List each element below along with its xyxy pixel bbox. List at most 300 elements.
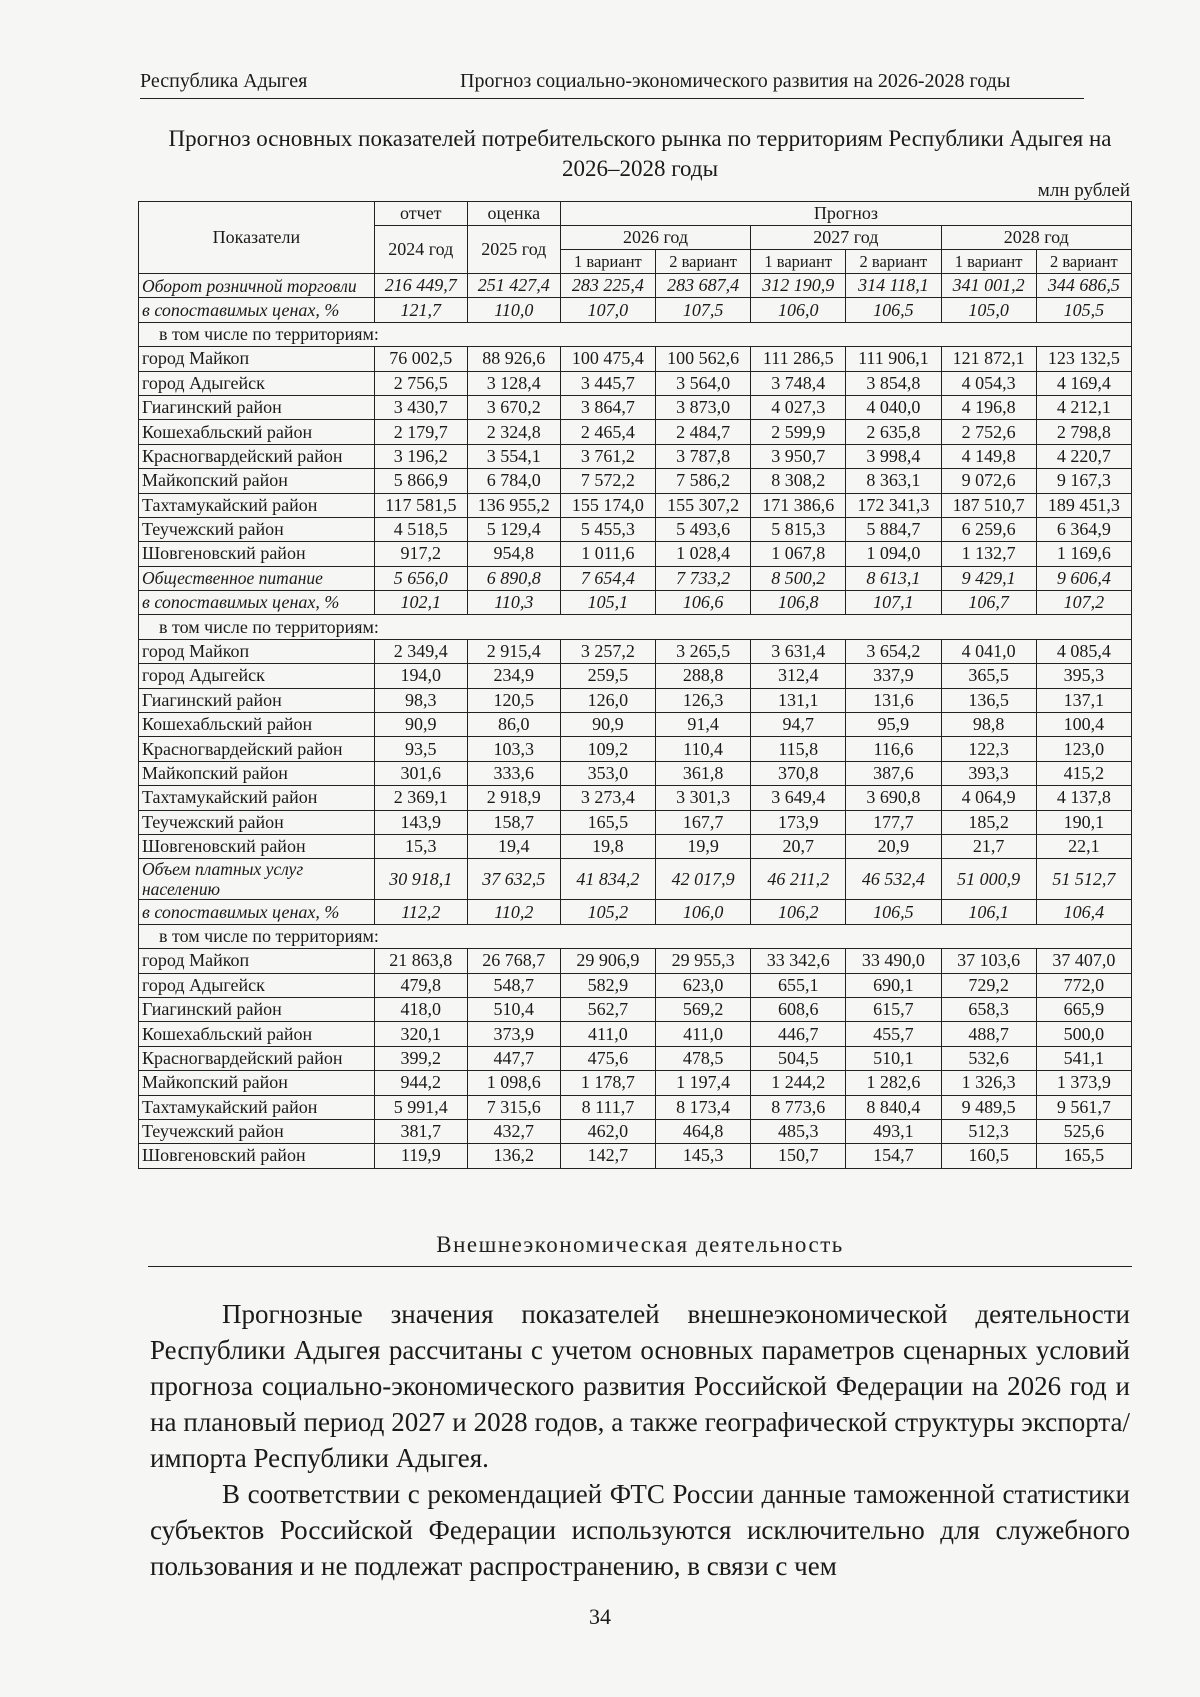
territory-value: 455,7 xyxy=(846,1022,941,1046)
territory-value: 479,8 xyxy=(374,973,467,997)
indicator-value: 7 733,2 xyxy=(655,566,750,590)
territory-value: 3 631,4 xyxy=(751,639,846,663)
indicator-value: 46 532,4 xyxy=(846,859,941,900)
table-row xyxy=(139,1022,1132,1046)
territory-value: 2 756,5 xyxy=(374,371,467,395)
territory-value: 370,8 xyxy=(751,761,846,785)
comparable-value: 110,2 xyxy=(467,900,560,924)
territory-value: 288,8 xyxy=(655,664,750,688)
territory-value: 4 040,0 xyxy=(846,395,941,419)
territory-value: 111 286,5 xyxy=(751,347,846,371)
empty-cell xyxy=(941,615,1036,639)
territory-value: 9 561,7 xyxy=(1036,1095,1131,1119)
indicator-value: 46 211,2 xyxy=(751,859,846,900)
territory-value: 3 257,2 xyxy=(560,639,655,663)
territory-value: 21,7 xyxy=(941,834,1036,858)
territory-name: Кошехабльский район xyxy=(139,420,375,444)
territory-value: 126,0 xyxy=(560,688,655,712)
indicator-row xyxy=(139,274,1132,298)
territory-value: 1 169,6 xyxy=(1036,542,1131,566)
table-row xyxy=(139,395,1132,419)
comparable-value: 106,2 xyxy=(751,900,846,924)
territory-value: 4 518,5 xyxy=(374,517,467,541)
territory-value: 88 926,6 xyxy=(467,347,560,371)
territory-value: 4 196,8 xyxy=(941,395,1036,419)
territory-value: 500,0 xyxy=(1036,1022,1131,1046)
indicator-value: 7 654,4 xyxy=(560,566,655,590)
territory-value: 1 028,4 xyxy=(655,542,750,566)
territory-value: 1 067,8 xyxy=(751,542,846,566)
territory-name: Шовгеновский район xyxy=(139,542,375,566)
table-row xyxy=(139,639,1132,663)
comparable-prices-row xyxy=(139,900,1132,924)
territory-value: 158,7 xyxy=(467,810,560,834)
territory-value: 7 315,6 xyxy=(467,1095,560,1119)
territories-subheader-row xyxy=(139,924,1132,948)
territory-name: город Адыгейск xyxy=(139,973,375,997)
header-variant-2: 2 вариант xyxy=(1036,250,1131,274)
territory-value: 623,0 xyxy=(655,973,750,997)
indicator-row xyxy=(139,566,1132,590)
territory-value: 1 244,2 xyxy=(751,1071,846,1095)
territory-value: 19,4 xyxy=(467,834,560,858)
comparable-prices-row xyxy=(139,298,1132,322)
header-estimate: оценка xyxy=(467,202,560,226)
territory-name: Шовгеновский район xyxy=(139,1144,375,1168)
territory-value: 320,1 xyxy=(374,1022,467,1046)
territory-value: 2 635,8 xyxy=(846,420,941,444)
page-header xyxy=(140,68,1084,99)
territory-value: 33 342,6 xyxy=(751,949,846,973)
territory-value: 5 455,3 xyxy=(560,517,655,541)
territory-value: 3 196,2 xyxy=(374,444,467,468)
territory-value: 165,5 xyxy=(1036,1144,1131,1168)
territory-value: 167,7 xyxy=(655,810,750,834)
comparable-value: 107,1 xyxy=(846,591,941,615)
territory-value: 475,6 xyxy=(560,1046,655,1070)
territory-value: 9 167,3 xyxy=(1036,469,1131,493)
territory-value: 155 174,0 xyxy=(560,493,655,517)
territory-value: 29 906,9 xyxy=(560,949,655,973)
territory-value: 20,9 xyxy=(846,834,941,858)
territory-name: город Майкоп xyxy=(139,949,375,973)
territory-value: 8 111,7 xyxy=(560,1095,655,1119)
indicator-name: Объем платных услуг населению xyxy=(139,859,375,900)
territory-value: 154,7 xyxy=(846,1144,941,1168)
territory-value: 512,3 xyxy=(941,1119,1036,1143)
territory-value: 361,8 xyxy=(655,761,750,785)
indicator-value: 8 613,1 xyxy=(846,566,941,590)
territory-value: 21 863,8 xyxy=(374,949,467,973)
territory-value: 5 884,7 xyxy=(846,517,941,541)
territory-value: 6 364,9 xyxy=(1036,517,1131,541)
territory-value: 353,0 xyxy=(560,761,655,785)
territory-name: город Майкоп xyxy=(139,639,375,663)
territory-value: 4 149,8 xyxy=(941,444,1036,468)
territory-value: 395,3 xyxy=(1036,664,1131,688)
territory-value: 19,8 xyxy=(560,834,655,858)
table-row xyxy=(139,997,1132,1021)
territory-value: 136,2 xyxy=(467,1144,560,1168)
territory-value: 1 098,6 xyxy=(467,1071,560,1095)
indicator-value: 6 890,8 xyxy=(467,566,560,590)
header-region: Республика Адыгея xyxy=(140,70,308,92)
table-row xyxy=(139,469,1132,493)
territory-value: 117 581,5 xyxy=(374,493,467,517)
header-variant-1: 1 вариант xyxy=(751,250,846,274)
table-row xyxy=(139,761,1132,785)
indicator-value: 216 449,7 xyxy=(374,274,467,298)
territory-value: 387,6 xyxy=(846,761,941,785)
territory-value: 120,5 xyxy=(467,688,560,712)
comparable-prices-label: в сопоставимых ценах, % xyxy=(139,900,375,924)
territory-value: 86,0 xyxy=(467,713,560,737)
empty-cell xyxy=(846,322,941,346)
territory-value: 2 752,6 xyxy=(941,420,1036,444)
territory-value: 29 955,3 xyxy=(655,949,750,973)
header-forecast: Прогноз xyxy=(560,202,1131,226)
territory-value: 4 137,8 xyxy=(1036,786,1131,810)
territory-value: 8 363,1 xyxy=(846,469,941,493)
territory-value: 4 064,9 xyxy=(941,786,1036,810)
territories-subheader: в том числе по территориям: xyxy=(139,322,561,346)
territory-value: 665,9 xyxy=(1036,997,1131,1021)
territory-value: 90,9 xyxy=(374,713,467,737)
comparable-value: 112,2 xyxy=(374,900,467,924)
territory-value: 3 873,0 xyxy=(655,395,750,419)
territory-value: 8 173,4 xyxy=(655,1095,750,1119)
territory-value: 33 490,0 xyxy=(846,949,941,973)
territory-value: 3 654,2 xyxy=(846,639,941,663)
territory-value: 1 011,6 xyxy=(560,542,655,566)
territory-value: 3 950,7 xyxy=(751,444,846,468)
consumer-market-table xyxy=(138,201,1132,1169)
territories-subheader: в том числе по территориям: xyxy=(139,615,561,639)
territory-name: Теучежский район xyxy=(139,810,375,834)
header-year-2028: 2028 год xyxy=(941,226,1132,250)
territory-value: 91,4 xyxy=(655,713,750,737)
territory-name: Тахтамукайский район xyxy=(139,493,375,517)
territory-value: 3 854,8 xyxy=(846,371,941,395)
territory-value: 729,2 xyxy=(941,973,1036,997)
territory-value: 393,3 xyxy=(941,761,1036,785)
territory-value: 1 132,7 xyxy=(941,542,1036,566)
territory-value: 365,5 xyxy=(941,664,1036,688)
comparable-value: 105,1 xyxy=(560,591,655,615)
territory-value: 4 212,1 xyxy=(1036,395,1131,419)
territory-value: 234,9 xyxy=(467,664,560,688)
territory-value: 90,9 xyxy=(560,713,655,737)
territory-value: 411,0 xyxy=(560,1022,655,1046)
comparable-value: 106,8 xyxy=(751,591,846,615)
territory-value: 3 864,7 xyxy=(560,395,655,419)
empty-cell xyxy=(1036,322,1131,346)
indicator-value: 41 834,2 xyxy=(560,859,655,900)
territory-value: 2 465,4 xyxy=(560,420,655,444)
territory-value: 173,9 xyxy=(751,810,846,834)
territory-value: 658,3 xyxy=(941,997,1036,1021)
territory-name: город Адыгейск xyxy=(139,371,375,395)
territory-value: 485,3 xyxy=(751,1119,846,1143)
territory-value: 447,7 xyxy=(467,1046,560,1070)
comparable-value: 106,4 xyxy=(1036,900,1131,924)
comparable-value: 110,0 xyxy=(467,298,560,322)
territory-value: 1 178,7 xyxy=(560,1071,655,1095)
territory-value: 3 554,1 xyxy=(467,444,560,468)
indicator-row xyxy=(139,859,1132,900)
territory-value: 541,1 xyxy=(1036,1046,1131,1070)
territory-value: 1 197,4 xyxy=(655,1071,750,1095)
empty-cell xyxy=(941,322,1036,346)
indicator-name: Оборот розничной торговли xyxy=(139,274,375,298)
territory-name: город Адыгейск xyxy=(139,664,375,688)
territory-value: 4 169,4 xyxy=(1036,371,1131,395)
territory-value: 123,0 xyxy=(1036,737,1131,761)
territory-name: город Майкоп xyxy=(139,347,375,371)
unit-label: млн рублей xyxy=(1037,180,1130,201)
territory-value: 8 308,2 xyxy=(751,469,846,493)
page-number: 34 xyxy=(589,1604,611,1629)
territory-value: 160,5 xyxy=(941,1144,1036,1168)
territory-value: 944,2 xyxy=(374,1071,467,1095)
table-row xyxy=(139,664,1132,688)
territory-name: Теучежский район xyxy=(139,517,375,541)
indicator-value: 251 427,4 xyxy=(467,274,560,298)
comparable-value: 110,3 xyxy=(467,591,560,615)
territory-value: 76 002,5 xyxy=(374,347,467,371)
territory-name: Шовгеновский район xyxy=(139,834,375,858)
comparable-value: 105,5 xyxy=(1036,298,1131,322)
table-row xyxy=(139,493,1132,517)
territory-value: 615,7 xyxy=(846,997,941,1021)
empty-cell xyxy=(1036,615,1131,639)
paragraph: Прогнозные значения показателей внешнеэкономической деятельности Республики Адыгея рассчитаны с учетом основных параметров сценарных условий прогноза социально-экономического развития Российской Федерации на 2026 год и на плановый период 2027 и 2028 годов, а также географической структуры экспорта/импорта Республики Адыгея. xyxy=(150,1299,1130,1473)
territory-value: 9 072,6 xyxy=(941,469,1036,493)
territory-value: 9 489,5 xyxy=(941,1095,1036,1119)
empty-cell xyxy=(655,924,750,948)
table-row xyxy=(139,420,1132,444)
territory-value: 93,5 xyxy=(374,737,467,761)
indicator-value: 9 606,4 xyxy=(1036,566,1131,590)
territory-name: Майкопский район xyxy=(139,1071,375,1095)
territory-value: 150,7 xyxy=(751,1144,846,1168)
territory-value: 6 259,6 xyxy=(941,517,1036,541)
table-row xyxy=(139,1144,1132,1168)
territory-value: 121 872,1 xyxy=(941,347,1036,371)
comparable-prices-row xyxy=(139,591,1132,615)
territories-subheader-row xyxy=(139,322,1132,346)
territory-value: 2 798,8 xyxy=(1036,420,1131,444)
territory-value: 4 085,4 xyxy=(1036,639,1131,663)
header-document-title: Прогноз социально-экономического развития на 2026-2028 годы xyxy=(460,70,1011,92)
territory-value: 3 430,7 xyxy=(374,395,467,419)
comparable-value: 107,2 xyxy=(1036,591,1131,615)
territory-value: 131,1 xyxy=(751,688,846,712)
territory-value: 3 445,7 xyxy=(560,371,655,395)
territory-value: 5 991,4 xyxy=(374,1095,467,1119)
territory-value: 2 324,8 xyxy=(467,420,560,444)
territory-value: 155 307,2 xyxy=(655,493,750,517)
territory-value: 111 906,1 xyxy=(846,347,941,371)
territory-value: 187 510,7 xyxy=(941,493,1036,517)
comparable-value: 106,5 xyxy=(846,298,941,322)
territory-value: 22,1 xyxy=(1036,834,1131,858)
header-variant-1: 1 вариант xyxy=(560,250,655,274)
indicator-value: 283 225,4 xyxy=(560,274,655,298)
territory-value: 1 326,3 xyxy=(941,1071,1036,1095)
territory-value: 5 866,9 xyxy=(374,469,467,493)
empty-cell xyxy=(751,615,846,639)
territory-value: 126,3 xyxy=(655,688,750,712)
header-year-2027: 2027 год xyxy=(751,226,941,250)
empty-cell xyxy=(560,615,655,639)
territory-value: 493,1 xyxy=(846,1119,941,1143)
territory-value: 525,6 xyxy=(1036,1119,1131,1143)
indicator-name: Общественное питание xyxy=(139,566,375,590)
table-row xyxy=(139,1046,1132,1070)
territory-name: Тахтамукайский район xyxy=(139,786,375,810)
territory-value: 411,0 xyxy=(655,1022,750,1046)
territory-value: 3 649,4 xyxy=(751,786,846,810)
comparable-prices-label: в сопоставимых ценах, % xyxy=(139,591,375,615)
territory-value: 100,4 xyxy=(1036,713,1131,737)
territory-value: 446,7 xyxy=(751,1022,846,1046)
empty-cell xyxy=(560,322,655,346)
territory-value: 3 998,4 xyxy=(846,444,941,468)
territory-value: 2 179,7 xyxy=(374,420,467,444)
territory-value: 94,7 xyxy=(751,713,846,737)
territory-name: Тахтамукайский район xyxy=(139,1095,375,1119)
territory-name: Красногвардейский район xyxy=(139,444,375,468)
territory-value: 373,9 xyxy=(467,1022,560,1046)
territory-name: Кошехабльский район xyxy=(139,1022,375,1046)
territory-value: 7 586,2 xyxy=(655,469,750,493)
table-row xyxy=(139,1095,1132,1119)
indicator-value: 312 190,9 xyxy=(751,274,846,298)
territory-value: 399,2 xyxy=(374,1046,467,1070)
territory-value: 142,7 xyxy=(560,1144,655,1168)
empty-cell xyxy=(655,615,750,639)
indicator-value: 51 000,9 xyxy=(941,859,1036,900)
territory-value: 5 493,6 xyxy=(655,517,750,541)
territory-value: 3 787,8 xyxy=(655,444,750,468)
territory-value: 312,4 xyxy=(751,664,846,688)
comparable-value: 106,1 xyxy=(941,900,1036,924)
comparable-value: 106,5 xyxy=(846,900,941,924)
comparable-value: 106,7 xyxy=(941,591,1036,615)
territory-value: 333,6 xyxy=(467,761,560,785)
header-year-2026: 2026 год xyxy=(560,226,750,250)
territory-value: 2 599,9 xyxy=(751,420,846,444)
table-row xyxy=(139,973,1132,997)
territory-value: 6 784,0 xyxy=(467,469,560,493)
territory-value: 37 103,6 xyxy=(941,949,1036,973)
table-row xyxy=(139,737,1132,761)
header-variant-2: 2 вариант xyxy=(846,250,941,274)
territory-value: 4 027,3 xyxy=(751,395,846,419)
territory-value: 772,0 xyxy=(1036,973,1131,997)
header-indicator: Показатели xyxy=(139,202,375,274)
territory-value: 690,1 xyxy=(846,973,941,997)
indicator-value: 8 500,2 xyxy=(751,566,846,590)
comparable-value: 102,1 xyxy=(374,591,467,615)
territory-name: Гиагинский район xyxy=(139,395,375,419)
territory-value: 26 768,7 xyxy=(467,949,560,973)
indicator-value: 51 512,7 xyxy=(1036,859,1131,900)
territory-value: 5 129,4 xyxy=(467,517,560,541)
territory-value: 19,9 xyxy=(655,834,750,858)
comparable-value: 106,6 xyxy=(655,591,750,615)
territory-value: 100 562,6 xyxy=(655,347,750,371)
territory-value: 98,8 xyxy=(941,713,1036,737)
comparable-value: 106,0 xyxy=(751,298,846,322)
territory-value: 5 815,3 xyxy=(751,517,846,541)
territory-name: Майкопский район xyxy=(139,761,375,785)
header-year-2024: 2024 год xyxy=(374,226,467,274)
indicator-value: 30 918,1 xyxy=(374,859,467,900)
empty-cell xyxy=(560,924,655,948)
section-title: Внешнеэкономическая деятельность xyxy=(436,1232,844,1257)
territory-value: 4 054,3 xyxy=(941,371,1036,395)
territory-value: 8 773,6 xyxy=(751,1095,846,1119)
territory-value: 464,8 xyxy=(655,1119,750,1143)
table-row xyxy=(139,1071,1132,1095)
territory-value: 418,0 xyxy=(374,997,467,1021)
territory-value: 582,9 xyxy=(560,973,655,997)
territory-value: 655,1 xyxy=(751,973,846,997)
territory-value: 2 915,4 xyxy=(467,639,560,663)
empty-cell xyxy=(655,322,750,346)
territory-value: 3 690,8 xyxy=(846,786,941,810)
table-row xyxy=(139,810,1132,834)
section-divider xyxy=(148,1266,1132,1267)
comparable-value: 105,0 xyxy=(941,298,1036,322)
territory-value: 123 132,5 xyxy=(1036,347,1131,371)
territory-value: 3 265,5 xyxy=(655,639,750,663)
territory-value: 145,3 xyxy=(655,1144,750,1168)
territories-subheader: в том числе по территориям: xyxy=(139,924,561,948)
territory-value: 7 572,2 xyxy=(560,469,655,493)
indicator-value: 283 687,4 xyxy=(655,274,750,298)
comparable-value: 121,7 xyxy=(374,298,467,322)
territory-name: Красногвардейский район xyxy=(139,1046,375,1070)
territory-value: 1 094,0 xyxy=(846,542,941,566)
table-row xyxy=(139,371,1132,395)
territory-value: 119,9 xyxy=(374,1144,467,1168)
empty-cell xyxy=(1036,924,1131,948)
indicator-value: 341 001,2 xyxy=(941,274,1036,298)
territory-value: 562,7 xyxy=(560,997,655,1021)
territory-value: 2 918,9 xyxy=(467,786,560,810)
indicator-value: 344 686,5 xyxy=(1036,274,1131,298)
territory-name: Теучежский район xyxy=(139,1119,375,1143)
territory-value: 608,6 xyxy=(751,997,846,1021)
territory-value: 462,0 xyxy=(560,1119,655,1143)
indicator-value: 9 429,1 xyxy=(941,566,1036,590)
comparable-value: 107,0 xyxy=(560,298,655,322)
territory-value: 1 282,6 xyxy=(846,1071,941,1095)
territory-value: 15,3 xyxy=(374,834,467,858)
territory-value: 185,2 xyxy=(941,810,1036,834)
territory-value: 37 407,0 xyxy=(1036,949,1131,973)
header-year-2025: 2025 год xyxy=(467,226,560,274)
territory-value: 510,4 xyxy=(467,997,560,1021)
comparable-value: 106,0 xyxy=(655,900,750,924)
territory-value: 569,2 xyxy=(655,997,750,1021)
table-row xyxy=(139,834,1132,858)
territory-value: 165,5 xyxy=(560,810,655,834)
territory-value: 2 484,7 xyxy=(655,420,750,444)
